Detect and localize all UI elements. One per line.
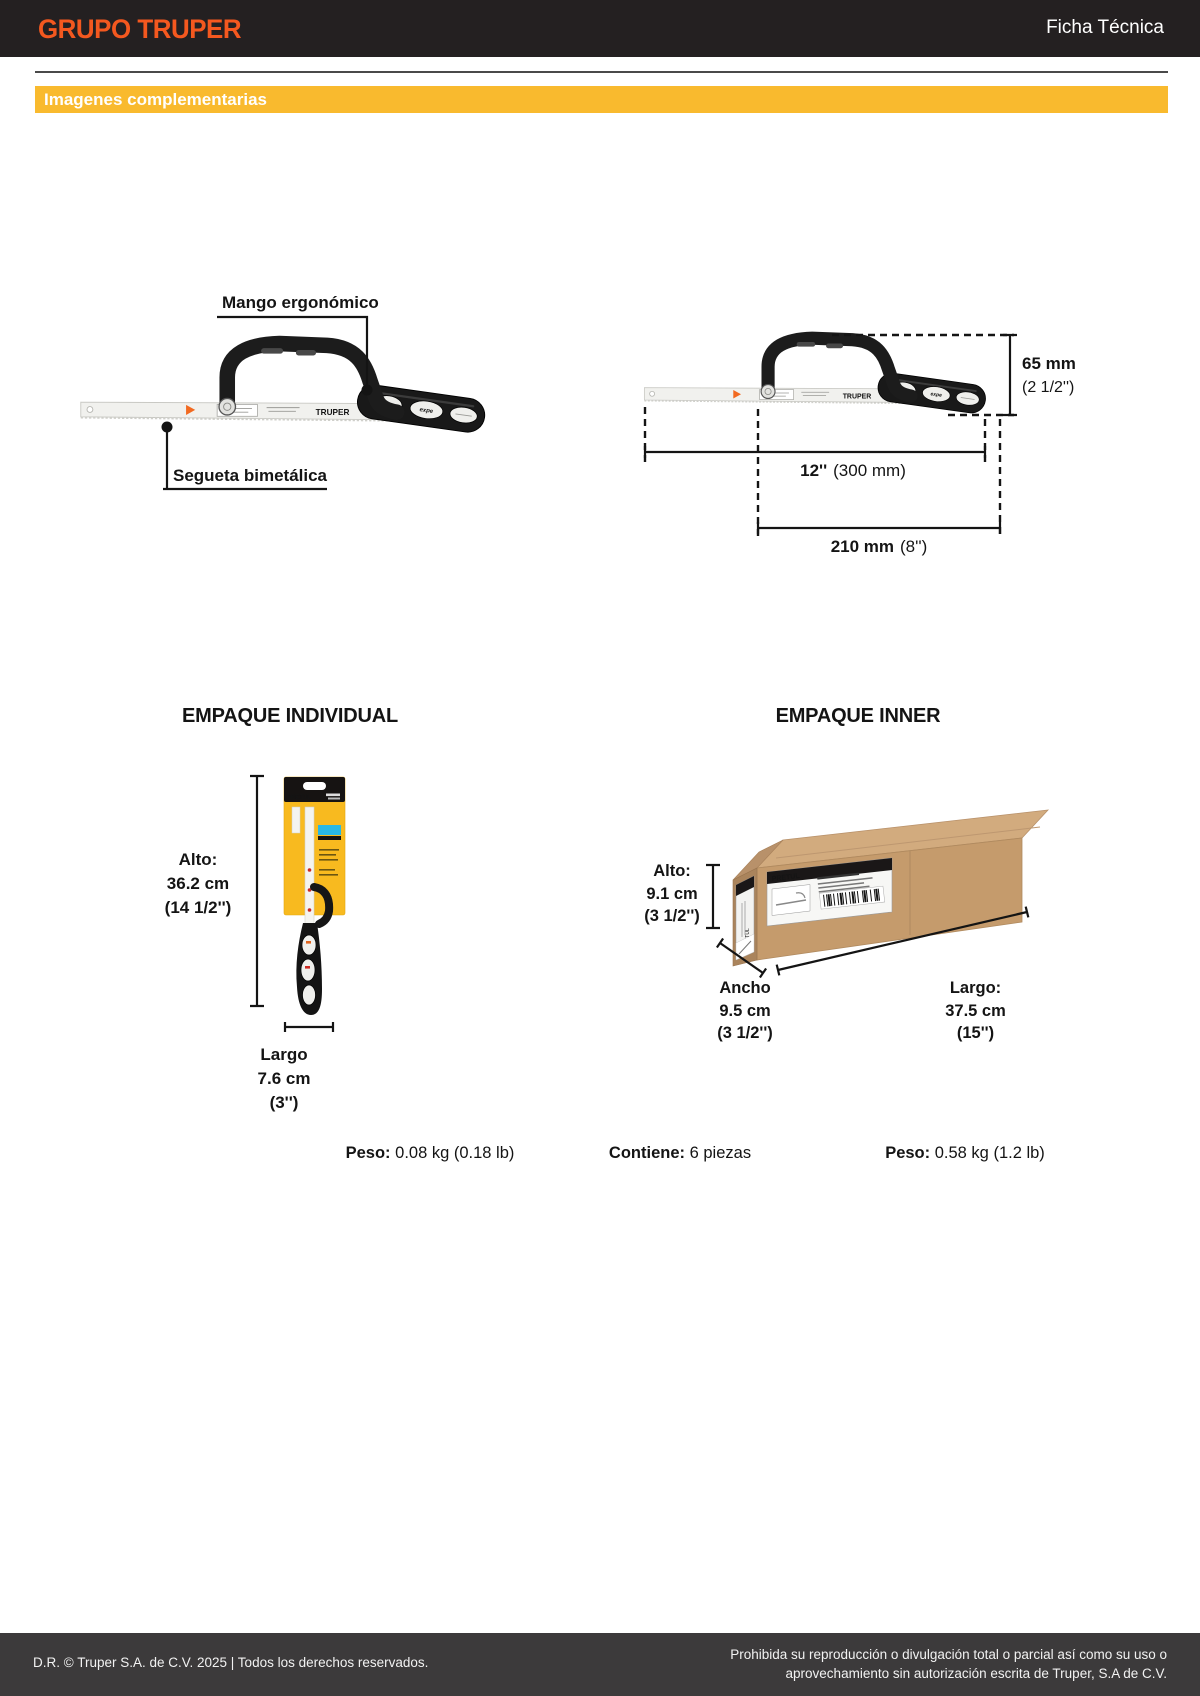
figure-hacksaw-dimensions <box>570 285 1125 570</box>
alto-value: 36.2 cm <box>166 874 230 893</box>
peso-value: 0.58 kg (1.2 lb) <box>934 1144 1045 1162</box>
footer-legal-line1: Prohibida su reproducción o divulgación total o parcial así como su uso o <box>730 1647 1167 1662</box>
individual-weight <box>315 1144 545 1163</box>
alto-label: Alto: <box>653 862 691 880</box>
card-badge <box>318 825 341 835</box>
handle-callout-dot <box>362 385 373 396</box>
box-side-label <box>736 876 754 960</box>
hacksaw-left <box>81 344 487 435</box>
alto-alt: (14 1/2'') <box>164 898 232 917</box>
alto-label: Alto: <box>178 850 218 869</box>
alto-value: 9.1 cm <box>646 884 698 903</box>
section-separator-line <box>35 71 1168 73</box>
footer-legal-line2: aprovechamiento sin autorización escrita de Truper, S.A de C.V. <box>785 1666 1167 1681</box>
largo-label: Largo <box>260 1045 308 1064</box>
box-label-brand: PRETUL <box>771 872 801 883</box>
footer-legal <box>730 1645 1167 1683</box>
length-dimensions <box>645 407 1000 556</box>
blade-length-dim: 12'' (300 mm) <box>800 461 906 480</box>
inner-carton-box <box>733 810 1048 966</box>
section-title: Imagenes complementarias <box>44 90 267 109</box>
section-header-bar <box>35 86 1168 113</box>
inner-contents <box>565 1144 795 1163</box>
blade-callout-dot <box>162 422 173 433</box>
largo-alt: (3'') <box>269 1093 299 1112</box>
largo-dim-line <box>285 1022 333 1032</box>
contiene-value: 6 piezas <box>689 1144 752 1162</box>
alto-alt: (3 1/2'') <box>644 907 700 925</box>
height-dim-alt: (2 1/2'') <box>1022 379 1075 396</box>
contiene-label: Contiene: <box>608 1144 686 1162</box>
hang-hole <box>303 782 326 790</box>
blister-card <box>284 777 345 915</box>
hacksaw-right <box>644 338 987 415</box>
inner-alto-dimension <box>612 860 732 928</box>
individual-alto-dimension <box>138 848 258 920</box>
grupo-truper-logo: GRUPO TRUPER <box>38 14 242 44</box>
footer-copyright: D.R. © Truper S.A. de C.V. 2025 | Todos los derechos reservados. <box>33 1655 429 1670</box>
empaque-individual-title: EMPAQUE INDIVIDUAL <box>181 705 399 727</box>
card-brand-text: PRETUL <box>287 795 311 801</box>
inner-ancho-dimension <box>685 977 805 1045</box>
largo-value: 7.6 cm <box>257 1069 311 1088</box>
height-dim-value: 65 mm <box>1022 354 1076 373</box>
individual-largo-dimension <box>224 1043 344 1115</box>
inner-largo-dimension <box>913 977 1038 1045</box>
figure-hacksaw-labeled <box>60 255 530 505</box>
body-length-dim: 210 mm (8'') <box>830 537 928 556</box>
ancho-alt: (3 1/2'') <box>717 1024 773 1042</box>
inner-weight <box>845 1144 1085 1163</box>
peso-value: 0.08 kg (0.18 lb) <box>395 1144 515 1162</box>
empaque-inner-title: EMPAQUE INNER <box>775 705 941 727</box>
document-type-title: Ficha Técnica <box>1046 17 1164 38</box>
ancho-value: 9.5 cm <box>719 1001 771 1020</box>
peso-label: Peso: <box>345 1144 391 1162</box>
handle-callout-label: Mango ergonómico <box>222 293 379 312</box>
largo-value: 37.5 cm <box>945 1001 1006 1020</box>
blade-callout-label: Segueta bimetálica <box>173 466 328 485</box>
largo-label: Largo: <box>949 979 1002 997</box>
blade-callout <box>162 422 328 490</box>
largo-alt: (15'') <box>956 1024 995 1042</box>
peso-label: Peso: <box>885 1144 931 1162</box>
ancho-label: Ancho <box>719 979 771 997</box>
